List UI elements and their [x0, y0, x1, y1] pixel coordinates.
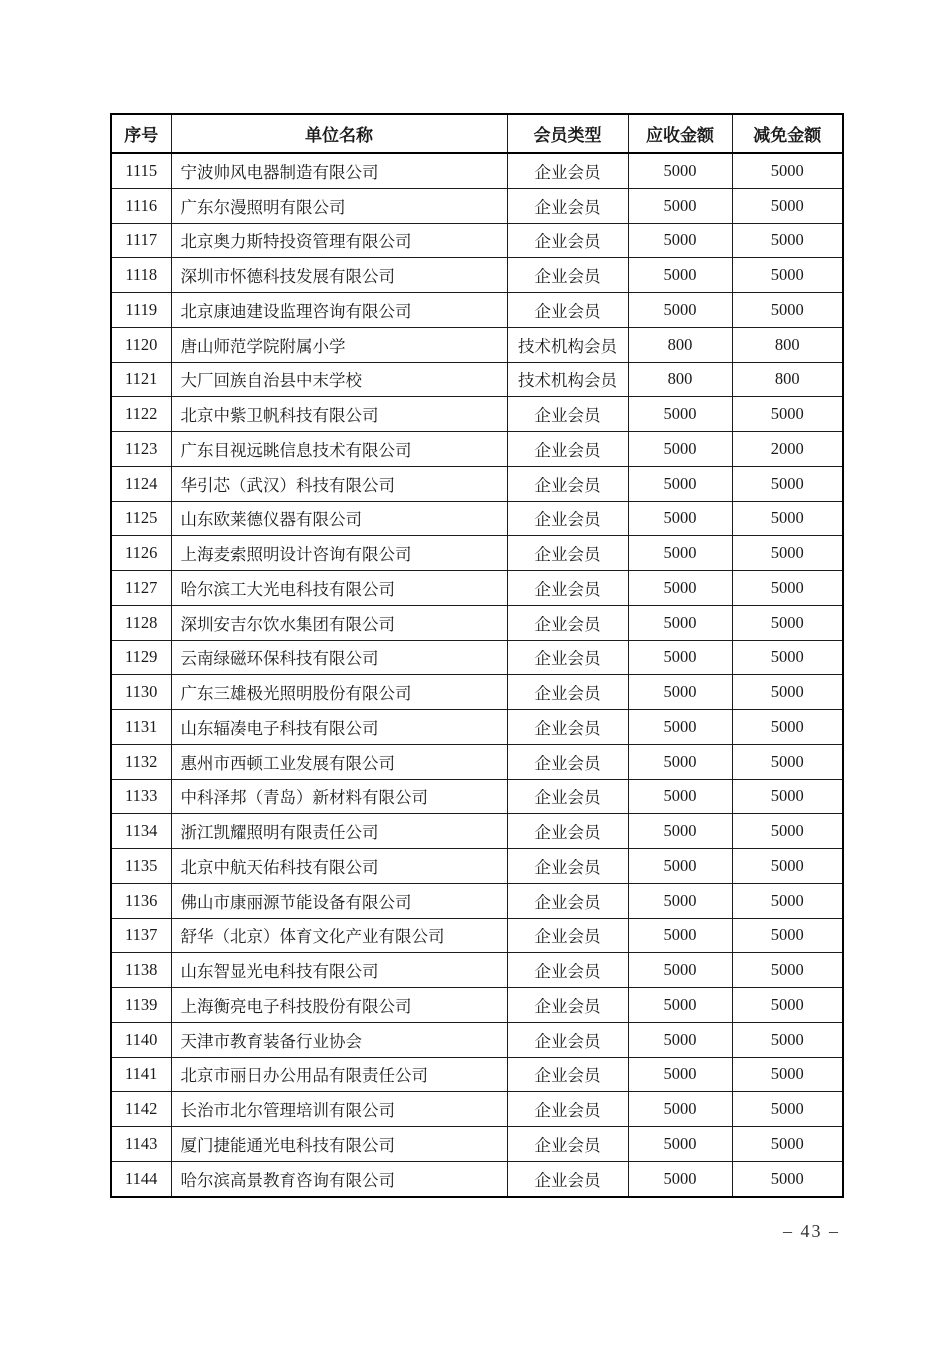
table-row [111, 397, 843, 432]
table-row [111, 362, 843, 397]
cell-unit-name: 广东尔漫照明有限公司 [171, 188, 507, 223]
cell-serial-number: 1138 [111, 953, 171, 988]
table-row [111, 710, 843, 745]
cell-member-type: 企业会员 [507, 571, 628, 606]
cell-unit-name: 上海衡亮电子科技股份有限公司 [171, 988, 507, 1023]
cell-member-type: 企业会员 [507, 1127, 628, 1162]
cell-reduction-amount: 5000 [732, 153, 843, 188]
table-row [111, 1161, 843, 1196]
cell-serial-number: 1127 [111, 571, 171, 606]
table-row [111, 988, 843, 1023]
cell-reduction-amount: 5000 [732, 1057, 843, 1092]
cell-reduction-amount: 5000 [732, 293, 843, 328]
cell-receivable-amount: 5000 [628, 849, 732, 884]
table-row [111, 953, 843, 988]
cell-serial-number: 1142 [111, 1092, 171, 1127]
table-row [111, 1022, 843, 1057]
cell-member-type: 企业会员 [507, 1092, 628, 1127]
table-row [111, 675, 843, 710]
cell-receivable-amount: 5000 [628, 1022, 732, 1057]
cell-receivable-amount: 5000 [628, 397, 732, 432]
table-body [111, 153, 843, 1197]
table-row [111, 1057, 843, 1092]
cell-receivable-amount: 5000 [628, 536, 732, 571]
cell-member-type: 企业会员 [507, 744, 628, 779]
cell-unit-name: 北京中航天佑科技有限公司 [171, 849, 507, 884]
cell-reduction-amount: 5000 [732, 953, 843, 988]
cell-receivable-amount: 5000 [628, 258, 732, 293]
cell-receivable-amount: 5000 [628, 223, 732, 258]
cell-reduction-amount: 5000 [732, 918, 843, 953]
cell-unit-name: 舒华（北京）体育文化产业有限公司 [171, 918, 507, 953]
cell-reduction-amount: 5000 [732, 849, 843, 884]
cell-reduction-amount: 5000 [732, 501, 843, 536]
cell-receivable-amount: 5000 [628, 779, 732, 814]
cell-member-type: 企业会员 [507, 188, 628, 223]
cell-receivable-amount: 5000 [628, 501, 732, 536]
cell-receivable-amount: 5000 [628, 1127, 732, 1162]
cell-unit-name: 哈尔滨工大光电科技有限公司 [171, 571, 507, 606]
cell-reduction-amount: 5000 [732, 188, 843, 223]
cell-serial-number: 1144 [111, 1161, 171, 1196]
cell-serial-number: 1126 [111, 536, 171, 571]
table-row [111, 744, 843, 779]
cell-member-type: 企业会员 [507, 779, 628, 814]
cell-receivable-amount: 5000 [628, 605, 732, 640]
table-row [111, 223, 843, 258]
cell-reduction-amount: 5000 [732, 744, 843, 779]
cell-serial-number: 1141 [111, 1057, 171, 1092]
cell-receivable-amount: 800 [628, 327, 732, 362]
cell-member-type: 企业会员 [507, 953, 628, 988]
table-row [111, 640, 843, 675]
cell-receivable-amount: 5000 [628, 293, 732, 328]
cell-unit-name: 北京中紫卫帆科技有限公司 [171, 397, 507, 432]
table-row [111, 1127, 843, 1162]
cell-unit-name: 深圳安吉尔饮水集团有限公司 [171, 605, 507, 640]
cell-receivable-amount: 5000 [628, 1161, 732, 1196]
cell-unit-name: 山东欧莱德仪器有限公司 [171, 501, 507, 536]
cell-receivable-amount: 5000 [628, 918, 732, 953]
cell-serial-number: 1132 [111, 744, 171, 779]
cell-unit-name: 长治市北尔管理培训有限公司 [171, 1092, 507, 1127]
cell-reduction-amount: 5000 [732, 1092, 843, 1127]
cell-unit-name: 唐山师范学院附属小学 [171, 327, 507, 362]
cell-reduction-amount: 5000 [732, 988, 843, 1023]
cell-receivable-amount: 5000 [628, 466, 732, 501]
header-reduction-amount: 减免金额 [732, 114, 843, 153]
cell-receivable-amount: 5000 [628, 571, 732, 606]
cell-reduction-amount: 5000 [732, 710, 843, 745]
cell-member-type: 企业会员 [507, 153, 628, 188]
cell-serial-number: 1117 [111, 223, 171, 258]
cell-member-type: 技术机构会员 [507, 327, 628, 362]
cell-member-type: 企业会员 [507, 466, 628, 501]
table-row [111, 814, 843, 849]
cell-serial-number: 1120 [111, 327, 171, 362]
table-row [111, 432, 843, 467]
cell-member-type: 企业会员 [507, 883, 628, 918]
cell-unit-name: 云南绿磁环保科技有限公司 [171, 640, 507, 675]
cell-serial-number: 1139 [111, 988, 171, 1023]
cell-unit-name: 厦门捷能通光电科技有限公司 [171, 1127, 507, 1162]
cell-receivable-amount: 5000 [628, 675, 732, 710]
cell-serial-number: 1118 [111, 258, 171, 293]
cell-reduction-amount: 800 [732, 327, 843, 362]
cell-unit-name: 佛山市康丽源节能设备有限公司 [171, 883, 507, 918]
cell-reduction-amount: 5000 [732, 223, 843, 258]
cell-serial-number: 1129 [111, 640, 171, 675]
table-row [111, 918, 843, 953]
cell-serial-number: 1119 [111, 293, 171, 328]
cell-receivable-amount: 800 [628, 362, 732, 397]
cell-unit-name: 山东辐凑电子科技有限公司 [171, 710, 507, 745]
cell-member-type: 企业会员 [507, 432, 628, 467]
cell-member-type: 企业会员 [507, 988, 628, 1023]
table-row [111, 779, 843, 814]
header-unit-name: 单位名称 [171, 114, 507, 153]
cell-unit-name: 广东三雄极光照明股份有限公司 [171, 675, 507, 710]
cell-member-type: 企业会员 [507, 223, 628, 258]
cell-receivable-amount: 5000 [628, 883, 732, 918]
table-row [111, 1092, 843, 1127]
table-row [111, 571, 843, 606]
cell-unit-name: 北京奥力斯特投资管理有限公司 [171, 223, 507, 258]
cell-member-type: 企业会员 [507, 1161, 628, 1196]
cell-serial-number: 1130 [111, 675, 171, 710]
table-header [111, 114, 843, 153]
cell-receivable-amount: 5000 [628, 640, 732, 675]
cell-reduction-amount: 800 [732, 362, 843, 397]
cell-member-type: 企业会员 [507, 849, 628, 884]
cell-member-type: 技术机构会员 [507, 362, 628, 397]
cell-reduction-amount: 5000 [732, 605, 843, 640]
table-row [111, 293, 843, 328]
cell-member-type: 企业会员 [507, 536, 628, 571]
cell-reduction-amount: 5000 [732, 571, 843, 606]
cell-unit-name: 哈尔滨高景教育咨询有限公司 [171, 1161, 507, 1196]
cell-unit-name: 深圳市怀德科技发展有限公司 [171, 258, 507, 293]
header-row [111, 114, 843, 153]
cell-unit-name: 北京市丽日办公用品有限责任公司 [171, 1057, 507, 1092]
header-receivable-amount: 应收金额 [628, 114, 732, 153]
cell-unit-name: 山东智显光电科技有限公司 [171, 953, 507, 988]
cell-serial-number: 1128 [111, 605, 171, 640]
cell-serial-number: 1133 [111, 779, 171, 814]
cell-serial-number: 1140 [111, 1022, 171, 1057]
cell-unit-name: 天津市教育装备行业协会 [171, 1022, 507, 1057]
cell-serial-number: 1137 [111, 918, 171, 953]
cell-member-type: 企业会员 [507, 918, 628, 953]
cell-unit-name: 上海麦索照明设计咨询有限公司 [171, 536, 507, 571]
cell-serial-number: 1131 [111, 710, 171, 745]
cell-member-type: 企业会员 [507, 1022, 628, 1057]
table-row [111, 327, 843, 362]
cell-receivable-amount: 5000 [628, 188, 732, 223]
table-row [111, 258, 843, 293]
header-serial-number: 序号 [111, 114, 171, 153]
header-member-type: 会员类型 [507, 114, 628, 153]
cell-serial-number: 1115 [111, 153, 171, 188]
cell-reduction-amount: 5000 [732, 258, 843, 293]
cell-unit-name: 北京康迪建设监理咨询有限公司 [171, 293, 507, 328]
cell-member-type: 企业会员 [507, 1057, 628, 1092]
cell-serial-number: 1116 [111, 188, 171, 223]
membership-fee-table [110, 113, 844, 1198]
cell-member-type: 企业会员 [507, 293, 628, 328]
cell-reduction-amount: 5000 [732, 397, 843, 432]
cell-member-type: 企业会员 [507, 501, 628, 536]
cell-serial-number: 1125 [111, 501, 171, 536]
table-row [111, 188, 843, 223]
cell-reduction-amount: 5000 [732, 1161, 843, 1196]
cell-receivable-amount: 5000 [628, 814, 732, 849]
cell-serial-number: 1135 [111, 849, 171, 884]
cell-unit-name: 广东目视远眺信息技术有限公司 [171, 432, 507, 467]
cell-unit-name: 宁波帅风电器制造有限公司 [171, 153, 507, 188]
cell-receivable-amount: 5000 [628, 953, 732, 988]
cell-serial-number: 1122 [111, 397, 171, 432]
cell-unit-name: 华引芯（武汉）科技有限公司 [171, 466, 507, 501]
table-row [111, 883, 843, 918]
table-row [111, 849, 843, 884]
cell-reduction-amount: 5000 [732, 1127, 843, 1162]
cell-receivable-amount: 5000 [628, 1057, 732, 1092]
cell-member-type: 企业会员 [507, 258, 628, 293]
cell-reduction-amount: 5000 [732, 640, 843, 675]
cell-reduction-amount: 5000 [732, 466, 843, 501]
cell-reduction-amount: 5000 [732, 814, 843, 849]
cell-reduction-amount: 2000 [732, 432, 843, 467]
cell-receivable-amount: 5000 [628, 432, 732, 467]
cell-member-type: 企业会员 [507, 640, 628, 675]
cell-receivable-amount: 5000 [628, 1092, 732, 1127]
cell-reduction-amount: 5000 [732, 1022, 843, 1057]
table-row [111, 536, 843, 571]
cell-receivable-amount: 5000 [628, 153, 732, 188]
cell-receivable-amount: 5000 [628, 710, 732, 745]
cell-unit-name: 中科泽邦（青岛）新材料有限公司 [171, 779, 507, 814]
cell-member-type: 企业会员 [507, 710, 628, 745]
cell-unit-name: 浙江凯耀照明有限责任公司 [171, 814, 507, 849]
cell-member-type: 企业会员 [507, 675, 628, 710]
cell-receivable-amount: 5000 [628, 744, 732, 779]
table-row [111, 501, 843, 536]
cell-receivable-amount: 5000 [628, 988, 732, 1023]
page-number: – 43 – [783, 1221, 840, 1241]
cell-serial-number: 1124 [111, 466, 171, 501]
table-row [111, 605, 843, 640]
cell-serial-number: 1134 [111, 814, 171, 849]
cell-reduction-amount: 5000 [732, 675, 843, 710]
cell-serial-number: 1123 [111, 432, 171, 467]
cell-unit-name: 大厂回族自治县中末学校 [171, 362, 507, 397]
table-row [111, 153, 843, 188]
cell-member-type: 企业会员 [507, 397, 628, 432]
table-row [111, 466, 843, 501]
cell-member-type: 企业会员 [507, 814, 628, 849]
cell-reduction-amount: 5000 [732, 536, 843, 571]
cell-unit-name: 惠州市西顿工业发展有限公司 [171, 744, 507, 779]
cell-serial-number: 1136 [111, 883, 171, 918]
cell-serial-number: 1121 [111, 362, 171, 397]
cell-serial-number: 1143 [111, 1127, 171, 1162]
cell-member-type: 企业会员 [507, 605, 628, 640]
cell-reduction-amount: 5000 [732, 883, 843, 918]
cell-reduction-amount: 5000 [732, 779, 843, 814]
